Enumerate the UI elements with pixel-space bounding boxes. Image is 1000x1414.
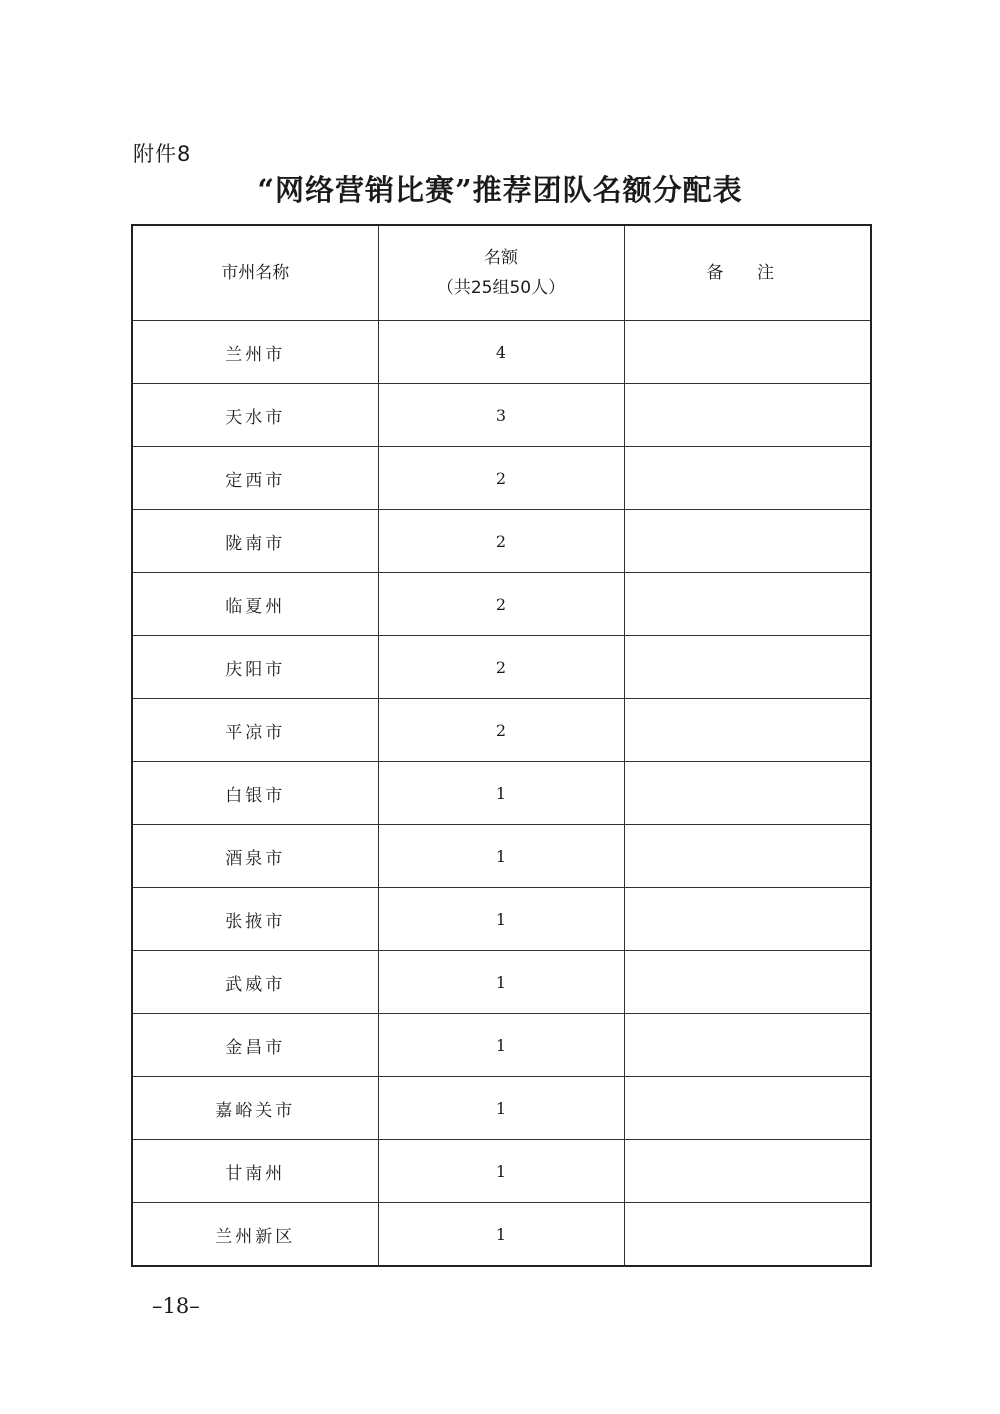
table-row	[132, 1140, 871, 1203]
cell-remark	[624, 888, 871, 951]
cell-remark	[624, 951, 871, 1014]
cell-city: 平凉市	[132, 699, 378, 762]
cell-city: 酒泉市	[132, 825, 378, 888]
cell-city: 临夏州	[132, 573, 378, 636]
header-remark-label: 备 注	[706, 263, 788, 283]
cell-remark	[624, 573, 871, 636]
cell-remark	[624, 384, 871, 447]
cell-remark	[624, 1140, 871, 1203]
page-number: –18–	[152, 1294, 200, 1318]
table-row	[132, 447, 871, 510]
table-row	[132, 825, 871, 888]
cell-city: 庆阳市	[132, 636, 378, 699]
cell-quota: 1	[378, 888, 624, 951]
cell-city: 兰州新区	[132, 1203, 378, 1267]
header-remark	[624, 225, 871, 321]
cell-quota: 1	[378, 951, 624, 1014]
table-header-row	[132, 225, 871, 321]
table-row	[132, 888, 871, 951]
cell-quota: 2	[378, 636, 624, 699]
header-quota	[378, 225, 624, 321]
cell-remark	[624, 762, 871, 825]
cell-remark	[624, 1203, 871, 1267]
table-row	[132, 321, 871, 384]
cell-remark	[624, 699, 871, 762]
cell-quota: 1	[378, 1140, 624, 1203]
table-row	[132, 1077, 871, 1140]
cell-quota: 4	[378, 321, 624, 384]
cell-remark	[624, 321, 871, 384]
cell-remark	[624, 636, 871, 699]
header-city-label: 市州名称	[221, 263, 290, 283]
cell-remark	[624, 510, 871, 573]
cell-quota: 2	[378, 510, 624, 573]
table-row	[132, 951, 871, 1014]
cell-city: 张掖市	[132, 888, 378, 951]
cell-quota: 1	[378, 1203, 624, 1267]
cell-quota: 1	[378, 1077, 624, 1140]
table-row	[132, 762, 871, 825]
cell-quota: 3	[378, 384, 624, 447]
cell-city: 天水市	[132, 384, 378, 447]
header-quota-label: 名额	[484, 248, 518, 268]
quota-table	[131, 224, 872, 1267]
cell-city: 陇南市	[132, 510, 378, 573]
table-row	[132, 1203, 871, 1267]
table-row	[132, 573, 871, 636]
cell-quota: 1	[378, 1014, 624, 1077]
cell-quota: 2	[378, 699, 624, 762]
cell-quota: 2	[378, 573, 624, 636]
attachment-label: 附件8	[133, 142, 192, 166]
cell-city: 白银市	[132, 762, 378, 825]
cell-quota: 1	[378, 825, 624, 888]
cell-remark	[624, 447, 871, 510]
cell-city: 嘉峪关市	[132, 1077, 378, 1140]
header-quota-note: （共25组50人）	[436, 278, 566, 298]
cell-remark	[624, 825, 871, 888]
cell-quota: 2	[378, 447, 624, 510]
table-row	[132, 1014, 871, 1077]
document-title: “网络营销比赛”推荐团队名额分配表	[257, 173, 743, 207]
table-row	[132, 699, 871, 762]
cell-quota: 1	[378, 762, 624, 825]
cell-city: 武威市	[132, 951, 378, 1014]
table-row	[132, 510, 871, 573]
cell-remark	[624, 1014, 871, 1077]
table-row	[132, 636, 871, 699]
cell-city: 定西市	[132, 447, 378, 510]
cell-city: 金昌市	[132, 1014, 378, 1077]
table-row	[132, 384, 871, 447]
cell-city: 兰州市	[132, 321, 378, 384]
cell-city: 甘南州	[132, 1140, 378, 1203]
header-city	[132, 225, 378, 321]
cell-remark	[624, 1077, 871, 1140]
